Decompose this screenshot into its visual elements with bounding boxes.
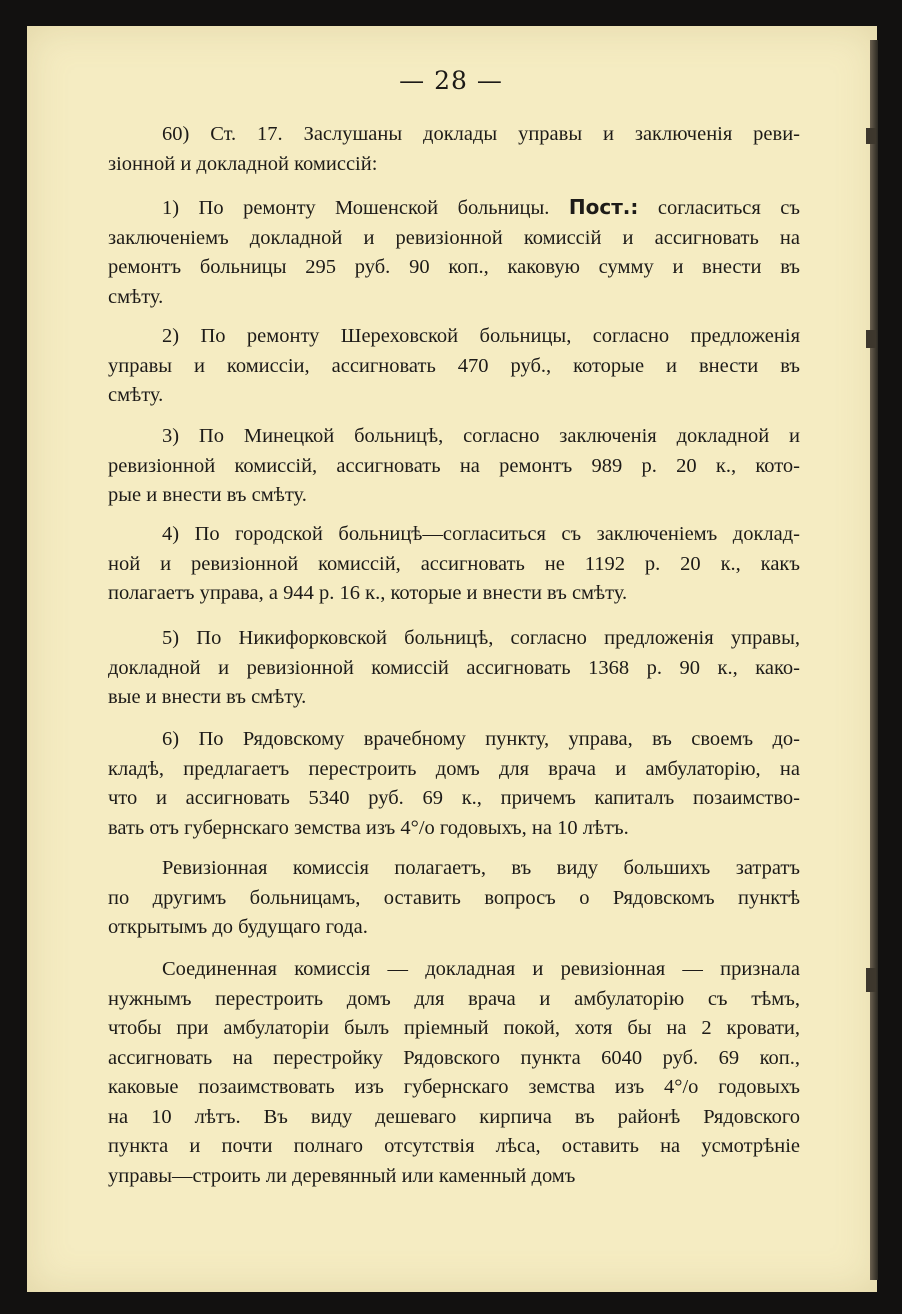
text-line: 6) По Рядовскому врачебному пункту, управа, въ своемъ до- [162,728,800,750]
text-line: кладѣ, предлагаетъ перестроить домъ для врача и амбулаторію, на [108,757,800,780]
resolution-label: Пост.: [568,195,639,219]
paragraph-60 [108,120,800,179]
text-line: 60) Ст. 17. Заслушаны доклады управы и заключенія реви- [162,123,800,145]
text-segment: согласиться съ [657,197,801,219]
page-edge [870,40,878,1280]
text-line: по другимъ больницамъ, оставить вопросъ о Рядовскомъ пунктѣ [108,886,800,909]
text-line: что и ассигновать 5340 руб. 69 к., причемъ капиталъ позаимство- [108,787,800,809]
text-line: открытымъ до будущаго года. [108,916,368,938]
paragraph-3 [108,422,800,511]
text-line: полагаетъ управа, а 944 р. 16 к., которые и внести въ смѣту. [108,582,628,604]
text-line: заключеніемъ докладной и ревизіонной комиссій и ассигновать на [108,226,800,249]
text-line: смѣту. [108,384,164,406]
text-line: смѣту. [108,285,164,308]
text-line: зіонной и докладной комиссій: [108,152,378,175]
text-line: вать отъ губернскаго земства изъ 4°/о годовыхъ, на 10 лѣтъ. [108,816,629,839]
text-line: 4) По городской больницѣ—согласиться съ заключеніемъ доклад- [162,523,800,545]
paragraph-joint-commission [108,955,800,1191]
text-line: рые и внести въ смѣту. [108,484,307,506]
text-line: на 10 лѣтъ. Въ виду дешеваго кирпича въ районѣ Рядовского [108,1105,800,1128]
text-line: 5) По Никифорковской больницѣ, согласно предложенія управы, [162,627,800,649]
page-number: — 28 — [399,66,503,95]
text-line: ремонтъ больницы 295 руб. 90 коп., каковую сумму и внести въ [108,256,800,278]
paragraph-4 [108,520,800,609]
paragraph-5 [108,624,800,713]
paragraph-revision-commission [108,854,800,943]
edge-mark [866,330,876,348]
text-line [108,193,800,224]
text-line: Соединенная комиссія — докладная и ревизіонная — признала [162,958,800,980]
text-line: каковые позаимствовать изъ губернскаго земства изъ 4°/о годовыхъ [108,1076,800,1098]
text-line: чтобы при амбулаторіи былъ пріемный покой, хотя бы на 2 кровати, [108,1017,800,1039]
text-line: нужнымъ перестроить домъ для врача и амбулаторію съ тѣмъ, [108,987,800,1010]
text-line: 3) По Минецкой больницѣ, согласно заключенія докладной и [162,425,800,447]
text-line: ревизіонной комиссій, ассигновать на ремонтъ 989 р. 20 к., кото- [108,454,800,477]
text-line: управы и комиссіи, ассигновать 470 руб., которые и внести въ [108,354,800,377]
paragraph-1 [108,193,800,312]
text-segment: 1) По ремонту Мошенской больницы. [162,197,550,219]
text-line: управы—строить ли деревянный или каменный домъ [108,1164,576,1187]
paragraph-6 [108,725,800,843]
text-line: 2) По ремонту Шереховской больницы, согласно предложенія [162,325,800,347]
text-line: ной и ревизіонной комиссій, ассигновать не 1192 р. 20 к., какъ [108,552,800,575]
paragraph-2 [108,322,800,411]
edge-mark [866,128,876,144]
text-line: Ревизіонная комиссія полагаетъ, въ виду большихъ затратъ [162,857,800,879]
edge-mark [866,968,876,992]
text-line: докладной и ревизіонной комиссій ассигновать 1368 р. 90 к., како- [108,656,800,679]
text-line: вые и внести въ смѣту. [108,686,307,708]
text-line: пункта и почти полнаго отсутствія лѣса, оставить на усмотрѣніе [108,1135,800,1157]
text-line: ассигновать на перестройку Рядовского пункта 6040 руб. 69 коп., [108,1046,800,1069]
